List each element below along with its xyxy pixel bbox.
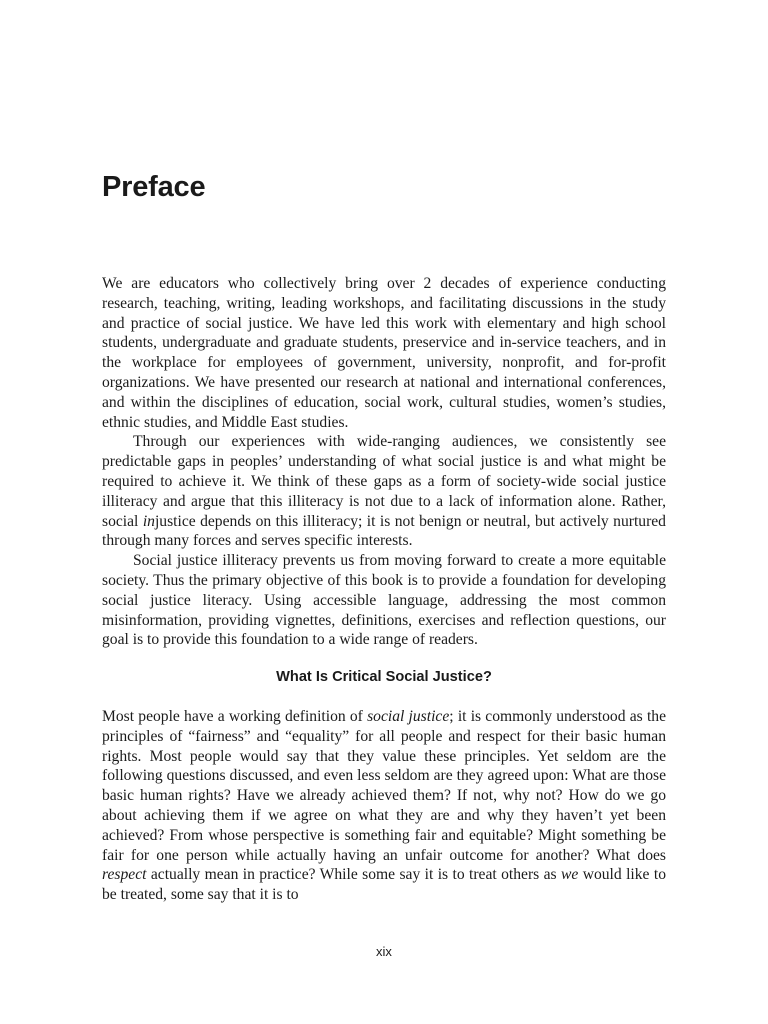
paragraph-3: Social justice illiteracy prevents us from moving forward to create a more equitable society. Thus the primary objective of this book is to provide a foundation for developing social justice literacy. Using accessible language, addressing the most common misinformation, providing vignettes, definitions, exercises and reflection questions, our goal is to provide this foundation to a wide range of readers. [102,552,666,649]
paragraph-2-text-a: Through our experiences with wide-ranging audiences, we consistently see predictable gaps in peoples’ understanding of what social justice is and what might be required to achieve it. We think of these gaps as a form of society-wide social justice illiteracy and argue that this illiteracy is not due to a lack of information alone. Rather, social [102,433,666,530]
paragraph-2-emphasis: in [142,512,155,530]
section-paragraph [102,707,666,905]
paragraph-2 [102,432,666,551]
paragraph-2-text-b: justice depends on this illiteracy; it is not benign or neutral, but actively nurtured through many forces and serves specific interests. [102,512,666,550]
section-text-4: would like to be treated, some say that it is to [102,866,666,904]
section-emphasis-2: respect [102,866,147,884]
section-heading: What Is Critical Social Justice? [276,669,492,686]
section-emphasis-3: we [560,866,579,884]
chapter-title: Preface [102,171,206,203]
section-text-2: ; it is commonly understood as the principles of “fairness” and “equality” for all people and respect for their basic human rights. Most people would say that they value these principles. Yet seldom are the following questions discussed, and even less seldom are they agreed upon: What are those basic human rights? Have we already achieved them? If not, why not? How do we go about achieving them if we agree on what they are and why they haven’t yet been achieved? From whose perspective is something fair and equitable? Might something be fair for one person while actually having an unfair outcome for another? What does [102,707,666,864]
section-text-1: Most people have a working definition of [102,707,368,725]
paragraph-1: We are educators who collectively bring over 2 decades of experience conducting research, teaching, writing, leading workshops, and facilitating discussions in the study and practice of social justice. We have led this work with elementary and high school students, undergraduate and graduate students, preservice and in-service teachers, and in the workplace for employees of government, university, nonprofit, and for-profit organizations. We have presented our research at national and international conferences, and within the disciplines of education, social work, cultural studies, women’s studies, ethnic studies, and Middle East studies. [102,275,666,431]
section-text-3: actually mean in practice? While some say it is to treat others as [146,866,561,884]
section-emphasis-1: social justice [367,707,450,725]
body-text [102,274,666,905]
page-number: xix [376,944,392,959]
